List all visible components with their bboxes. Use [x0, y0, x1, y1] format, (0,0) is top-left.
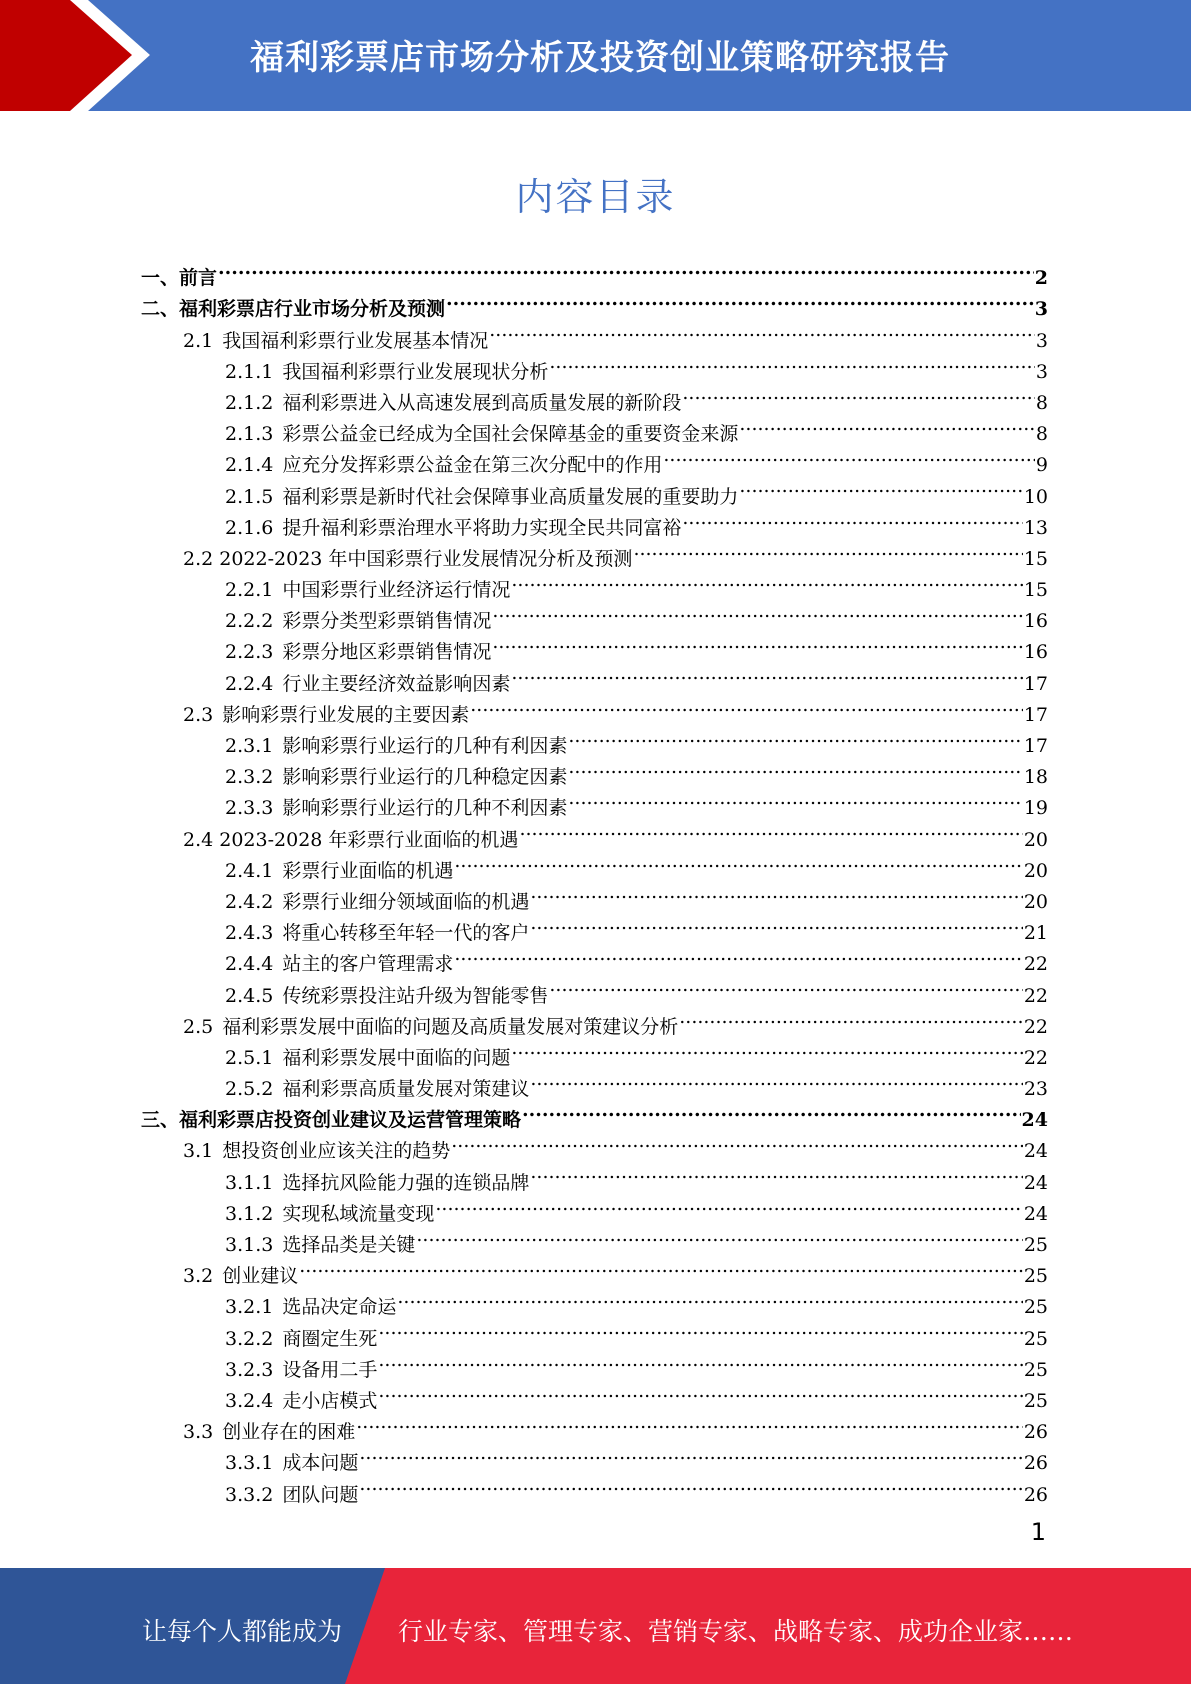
toc-entry-page: 8: [1035, 391, 1048, 414]
toc-entry-number: 3.3.2: [225, 1483, 274, 1506]
toc-entry-number: 2.3.2: [225, 766, 274, 789]
toc-entry-number: 3.3.1: [225, 1452, 274, 1475]
toc-dot-leader: [682, 378, 1035, 409]
toc-entry-title: 行业主要经济效益影响因素: [282, 672, 511, 695]
toc-dot-leader: [489, 315, 1035, 346]
toc-entry-title: 选择抗风险能力强的连锁品牌: [282, 1171, 530, 1194]
toc-entry[interactable]: [141, 814, 1048, 851]
toc-entry[interactable]: [141, 970, 1048, 1007]
toc-dot-leader: [663, 440, 1035, 471]
footer-slogan-right: 行业专家、管理专家、营销专家、战略专家、成功企业家……: [398, 1617, 1074, 1646]
toc-entry-page: 17: [1023, 735, 1048, 757]
toc-dot-leader: [633, 534, 1022, 565]
toc-entry-title: 一、前言: [141, 267, 218, 290]
toc-entry-title: 影响彩票行业发展的主要因素: [222, 703, 470, 726]
toc-entry-page: 24: [1023, 1202, 1048, 1225]
toc-entry[interactable]: [141, 253, 1048, 290]
toc-dot-leader: [568, 721, 1022, 752]
footer-slogan-left: 让每个人都能成为: [142, 1617, 343, 1646]
toc-entry-page: 20: [1023, 828, 1048, 851]
toc-dot-leader: [454, 939, 1022, 970]
toc-entry-page: 25: [1023, 1389, 1048, 1412]
toc-entry-page: 2: [1034, 267, 1048, 290]
toc-entry-title: 商圈定生死: [282, 1327, 378, 1350]
toc-entry-number: 3.2.3: [225, 1358, 274, 1381]
toc-entry-number: 3.2.2: [225, 1327, 274, 1350]
toc-dot-leader: [299, 1251, 1023, 1282]
toc-entry-number: 2.3.1: [225, 735, 274, 757]
toc-dot-leader: [454, 846, 1022, 877]
toc-dot-leader: [549, 347, 1035, 378]
toc-dot-leader: [218, 253, 1034, 284]
toc-entry-number: 2.5: [183, 1015, 214, 1038]
toc-entry-page: 24: [1021, 1109, 1048, 1132]
toc-entry-title: 我国福利彩票行业发展基本情况: [222, 329, 489, 352]
toc-entry[interactable]: [141, 658, 1048, 695]
toc-entry-title: 提升福利彩票治理水平将助力实现全民共同富裕: [282, 516, 682, 539]
toc-entry-number: 2.3.3: [225, 797, 274, 820]
toc-heading: 内容目录: [515, 175, 676, 219]
toc-entry-title: 设备用二手: [282, 1358, 378, 1381]
toc-entry[interactable]: [141, 1345, 1048, 1381]
toc-dot-leader: [511, 1033, 1022, 1064]
report-title: 福利彩票店市场分析及投资创业策略研究报告: [250, 38, 950, 78]
toc-entry-number: 2.1.2: [225, 391, 274, 414]
toc-dot-leader: [511, 658, 1022, 689]
toc-entry[interactable]: [141, 1407, 1048, 1444]
toc-entry[interactable]: [141, 627, 1048, 664]
toc-entry-page: 25: [1023, 1265, 1048, 1288]
toc-entry-page: 22: [1023, 953, 1048, 976]
toc-entry[interactable]: [141, 783, 1048, 820]
toc-entry-number: 3.1.2: [225, 1202, 274, 1225]
toc-entry-title: 传统彩票投注站升级为智能零售: [282, 984, 549, 1007]
toc-entry-page: 26: [1023, 1452, 1048, 1475]
toc-entry-title: 中国彩票行业经济运行情况: [282, 579, 511, 602]
toc-entry[interactable]: [141, 1220, 1048, 1256]
toc-entry-page: 20: [1023, 890, 1048, 913]
toc-dot-leader: [511, 565, 1022, 596]
toc-entry-title: 彩票行业细分领域面临的机遇: [282, 890, 530, 913]
toc-entry-title: 二、福利彩票店行业市场分析及预测: [141, 298, 446, 321]
toc-dot-leader: [739, 409, 1035, 440]
toc-entry-title: 应充分发挥彩票公益金在第三次分配中的作用: [282, 454, 663, 477]
toc-entry-number: 2.1: [183, 329, 214, 352]
toc-entry-number: 2.5.2: [225, 1078, 274, 1101]
toc-entry-number: 2.4.3: [225, 922, 274, 945]
toc-entry-number: 2.1.4: [225, 454, 274, 477]
toc-dot-leader: [378, 1313, 1022, 1344]
toc-entry-title: 福利彩票发展中面临的问题: [282, 1046, 511, 1069]
toc-entry-number: 2.1.5: [225, 485, 274, 508]
toc-entry-title: 成本问题: [282, 1452, 359, 1475]
toc-entry-page: 15: [1023, 547, 1048, 570]
toc-entry-title: 福利彩票是新时代社会保障事业高质量发展的重要助力: [282, 485, 739, 508]
toc-entry-title: 选择品类是关键: [282, 1234, 416, 1256]
toc-entry-page: 22: [1023, 1046, 1048, 1069]
toc-dot-leader: [435, 1189, 1022, 1220]
toc-dot-leader: [359, 1469, 1022, 1500]
toc-dot-leader: [530, 908, 1022, 939]
toc-entry-page: 16: [1023, 610, 1048, 633]
toc-entry-page: 20: [1023, 859, 1048, 882]
toc-entry-page: 22: [1023, 1015, 1048, 1038]
toc-entry-title: 影响彩票行业运行的几种有利因素: [282, 735, 568, 757]
toc-entry-number: 2.4.5: [225, 984, 274, 1007]
toc-entry-page: 17: [1023, 672, 1048, 695]
toc-entry-number: 2.4.2: [225, 890, 274, 913]
toc-entry-title: 团队问题: [282, 1483, 359, 1506]
toc-entry[interactable]: [141, 1064, 1048, 1101]
toc-dot-leader: [522, 1095, 1021, 1126]
toc-entry-title: 彩票分地区彩票销售情况: [282, 641, 492, 664]
toc-entry[interactable]: [141, 752, 1048, 789]
toc-entry-page: 3: [1034, 298, 1048, 321]
toc-dot-leader: [356, 1407, 1023, 1438]
toc-dot-leader: [378, 1376, 1022, 1407]
toc-dot-leader: [470, 690, 1023, 721]
toc-entry-page: 25: [1023, 1234, 1048, 1256]
header-banner: [0, 0, 1191, 111]
toc-entry-title: 影响彩票行业运行的几种不利因素: [282, 797, 568, 820]
toc-entry-page: 15: [1023, 579, 1048, 602]
toc-entry-title: 站主的客户管理需求: [282, 953, 454, 976]
page-number: 1: [1030, 1518, 1046, 1546]
toc-entry-number: 3.2: [183, 1265, 214, 1288]
toc-dot-leader: [416, 1220, 1022, 1251]
toc-dot-leader: [679, 1002, 1023, 1033]
toc-entry-page: 3: [1035, 329, 1048, 352]
toc-entry[interactable]: [141, 1313, 1048, 1350]
toc-entry-page: 22: [1023, 984, 1048, 1007]
toc-dot-leader: [446, 284, 1034, 315]
toc-entry[interactable]: [141, 596, 1048, 633]
toc-dot-leader: [549, 970, 1022, 1001]
toc-dot-leader: [739, 471, 1022, 502]
toc-entry-number: 3.2.4: [225, 1389, 274, 1412]
toc-entry-page: 25: [1023, 1327, 1048, 1350]
toc-entry-number: 2.1.3: [225, 423, 274, 446]
toc-entry-title: 创业建议: [222, 1265, 299, 1288]
toc-entry-page: 8: [1035, 423, 1048, 446]
toc-dot-leader: [682, 503, 1022, 534]
toc-entry[interactable]: [141, 877, 1048, 913]
toc-dot-leader: [451, 1126, 1023, 1157]
toc-entry-number: 2.2.3: [225, 641, 274, 664]
toc-entry-page: 13: [1023, 516, 1048, 539]
toc-entry-title: 影响彩票行业运行的几种稳定因素: [282, 766, 568, 789]
toc-entry-title: 彩票行业面临的机遇: [282, 859, 454, 882]
toc-entry-number: 2.2.1: [225, 579, 274, 602]
toc-entry-title: 彩票公益金已经成为全国社会保障基金的重要资金来源: [282, 423, 739, 446]
toc-entry-page: 19: [1023, 797, 1048, 820]
toc-entry[interactable]: [141, 1469, 1048, 1506]
toc-entry-page: 24: [1023, 1140, 1048, 1163]
toc-entry[interactable]: [141, 939, 1048, 976]
toc-entry-title: 将重心转移至年轻一代的客户: [282, 922, 530, 945]
toc-entry-number: 3.1: [183, 1140, 214, 1163]
toc-entry-number: 2.1.6: [225, 516, 274, 539]
toc-entry-page: 26: [1023, 1421, 1048, 1444]
toc-entry-number: 2.2.2: [225, 610, 274, 633]
toc-entry-title: 彩票分类型彩票销售情况: [282, 610, 492, 633]
toc-entry-page: 3: [1035, 360, 1048, 383]
toc-entry-page: 10: [1023, 485, 1048, 508]
toc-entry-page: 18: [1023, 766, 1048, 789]
toc-dot-leader: [492, 627, 1022, 658]
toc-entry-page: 24: [1023, 1171, 1048, 1194]
toc-dot-leader: [492, 596, 1022, 627]
toc-dot-leader: [568, 752, 1022, 783]
toc-entry-number: 3.1.3: [225, 1234, 274, 1256]
toc-entry-number: 2.4.4: [225, 953, 274, 976]
toc-entry-title: 2.2 2022-2023 年中国彩票行业发展情况分析及预测: [183, 547, 633, 570]
toc-entry-title: 三、福利彩票店投资创业建议及运营管理策略: [141, 1109, 522, 1132]
toc-entry-number: 2.2.4: [225, 672, 274, 695]
toc-entry[interactable]: [141, 908, 1048, 945]
toc-entry[interactable]: [141, 1189, 1048, 1225]
toc-entry-page: 21: [1023, 922, 1048, 945]
table-of-contents: [141, 253, 1048, 1506]
toc-entry[interactable]: [141, 1002, 1048, 1038]
toc-entry-title: 我国福利彩票行业发展现状分析: [282, 360, 549, 383]
toc-entry[interactable]: [141, 378, 1048, 414]
toc-entry-title: 福利彩票发展中面临的问题及高质量发展对策建议分析: [222, 1015, 679, 1038]
toc-entry-number: 3.3: [183, 1421, 214, 1444]
toc-entry-page: 23: [1023, 1078, 1048, 1101]
toc-entry-title: 福利彩票进入从高速发展到高质量发展的新阶段: [282, 391, 682, 414]
toc-entry[interactable]: [141, 1376, 1048, 1412]
toc-dot-leader: [568, 783, 1022, 814]
toc-dot-leader: [397, 1282, 1022, 1313]
toc-dot-leader: [519, 814, 1022, 845]
toc-entry[interactable]: [141, 1095, 1048, 1132]
toc-entry-number: 2.5.1: [225, 1046, 274, 1069]
toc-dot-leader: [378, 1345, 1022, 1376]
toc-dot-leader: [530, 1064, 1022, 1095]
toc-entry-title: 2.4 2023-2028 年彩票行业面临的机遇: [183, 828, 519, 851]
toc-entry-title: 走小店模式: [282, 1389, 378, 1412]
toc-entry-number: 2.3: [183, 703, 214, 726]
toc-entry-title: 想投资创业应该关注的趋势: [222, 1140, 451, 1163]
toc-entry-number: 2.4.1: [225, 859, 274, 882]
toc-entry[interactable]: [141, 1251, 1048, 1288]
toc-entry-title: 实现私域流量变现: [282, 1202, 435, 1225]
toc-entry-number: 3.2.1: [225, 1296, 274, 1319]
toc-entry-title: 创业存在的困难: [222, 1421, 356, 1444]
toc-dot-leader: [530, 877, 1022, 908]
toc-entry-page: 16: [1023, 641, 1048, 664]
toc-dot-leader: [359, 1438, 1022, 1469]
toc-entry-title: 福利彩票高质量发展对策建议: [282, 1078, 530, 1101]
toc-entry[interactable]: [141, 284, 1048, 321]
toc-entry-page: 9: [1035, 454, 1048, 477]
toc-entry-number: 2.1.1: [225, 360, 274, 383]
toc-dot-leader: [530, 1157, 1022, 1188]
footer-banner: [0, 1568, 1191, 1684]
toc-entry-page: 25: [1023, 1296, 1048, 1319]
toc-entry-title: 选品决定命运: [282, 1296, 397, 1319]
toc-entry[interactable]: [141, 690, 1048, 726]
toc-entry-page: 26: [1023, 1483, 1048, 1506]
toc-entry-page: 25: [1023, 1358, 1048, 1381]
toc-entry-number: 3.1.1: [225, 1171, 274, 1194]
toc-entry-page: 17: [1023, 703, 1048, 726]
